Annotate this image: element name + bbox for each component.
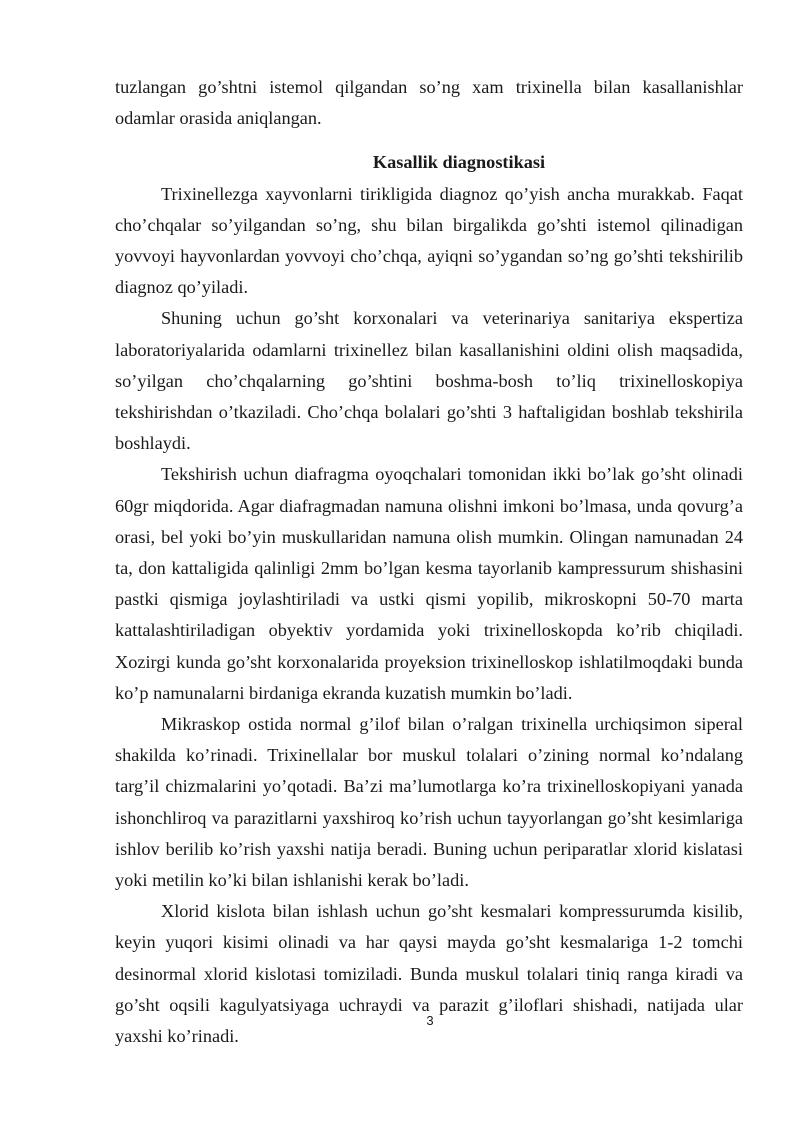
intro-paragraph: tuzlangan go’shtni istemol qilgandan so’ng xam trixinella bilan kasallanishlar odamlar orasida aniqlangan. <box>115 77 743 129</box>
page-body <box>115 72 743 1052</box>
paragraph-microscopy: Mikraskop ostida normal g’ilof bilan o’ralgan trixinella urchiqsimon siperal shakilda ko’rinadi. Trixinellalar bor muskul tolalari o’zining normal ko’ndalang targ’il chizmalarini yo’qotadi. Ba’zi ma’lumotlarga ko’ra trixinelloskopiyani yanada ishonchliroq va parazitlarni yaxshiroq ko’rish uchun tayyorlangan go’sht kesimlariga ishlov berilib ko’rish yaxshi natija beradi. Buning uchun periparatlar xlorid kislatasi yoki metilin ko’ki bilan ishlanishi kerak bo’ladi. <box>115 714 743 891</box>
paragraph-diagnosis: Trixinellezga xayvonlarni tirikligida diagnoz qo’yish ancha murakkab. Faqat cho’chqalar so’yilgandan so’ng, shu bilan birgalikda go’shti istemol qilinadigan yovvoyi hayvonlardan yovvoyi cho’chqa, ayiqni so’ygandan so’ng go’shti tekshirilib diagnoz qo’yiladi. <box>115 183 743 298</box>
paragraph-sampling: Tekshirish uchun diafragma oyoqchalari tomonidan ikki bo’lak go’sht olinadi 60gr miqdorida. Agar diafragmadan namuna olishni imkoni bo’lmasa, unda qovurg’a orasi, bel yoki bo’yin muskullaridan namuna olish mumkin. Olingan namunadan 24 ta, don kattaligida qalinligi 2mm bo’lgan kesma tayorlanib kampressurum shishasini pastki qismiga joylashtiriladi va ustki qismi yopilib, mikroskopni 50-70 marta kattalashtiriladigan obyektiv yordamida yoki trixinelloskopda ko’rib chiqiladi. Xozirgi kunda go’sht korxonalarida proyeksion trixinelloskop ishlatilmoqdaki bunda ko’p namunalarni birdaniga ekranda kuzatish mumkin bo’ladi. <box>115 464 743 703</box>
spacer <box>115 134 743 147</box>
paragraph-inspection: Shuning uchun go’sht korxonalari va veterinariya sanitariya ekspertiza laboratoriyalarida odamlarni trixinellez bilan kasallanishini oldini olish maqsadida, so’yilgan cho’chqalarning go’shtini boshma-bosh to’liq trixinelloskopiya tekshirishdan o’tkaziladi. Cho’chqa bolalari go’shti 3 haftaligidan boshlab tekshirila boshlaydi. <box>115 308 743 454</box>
page-number: 3 <box>426 1013 434 1028</box>
section-heading: Kasallik diagnostikasi <box>372 152 546 173</box>
paragraph-acid-treatment: Xlorid kislota bilan ishlash uchun go’sht kesmalari kompressurumda kisilib, keyin yuqori kisimi olinadi va har qaysi mayda go’sht kesmalariga 1-2 tomchi desinormal xlorid kislotasi tomiziladi. Bunda muskul tolalari tiniq ranga kiradi va go’sht oqsili kagulyatsiyaga uchraydi va parazit g’iloflari shishadi, natijada ular yaxshi ko’rinadi. <box>115 901 743 1047</box>
